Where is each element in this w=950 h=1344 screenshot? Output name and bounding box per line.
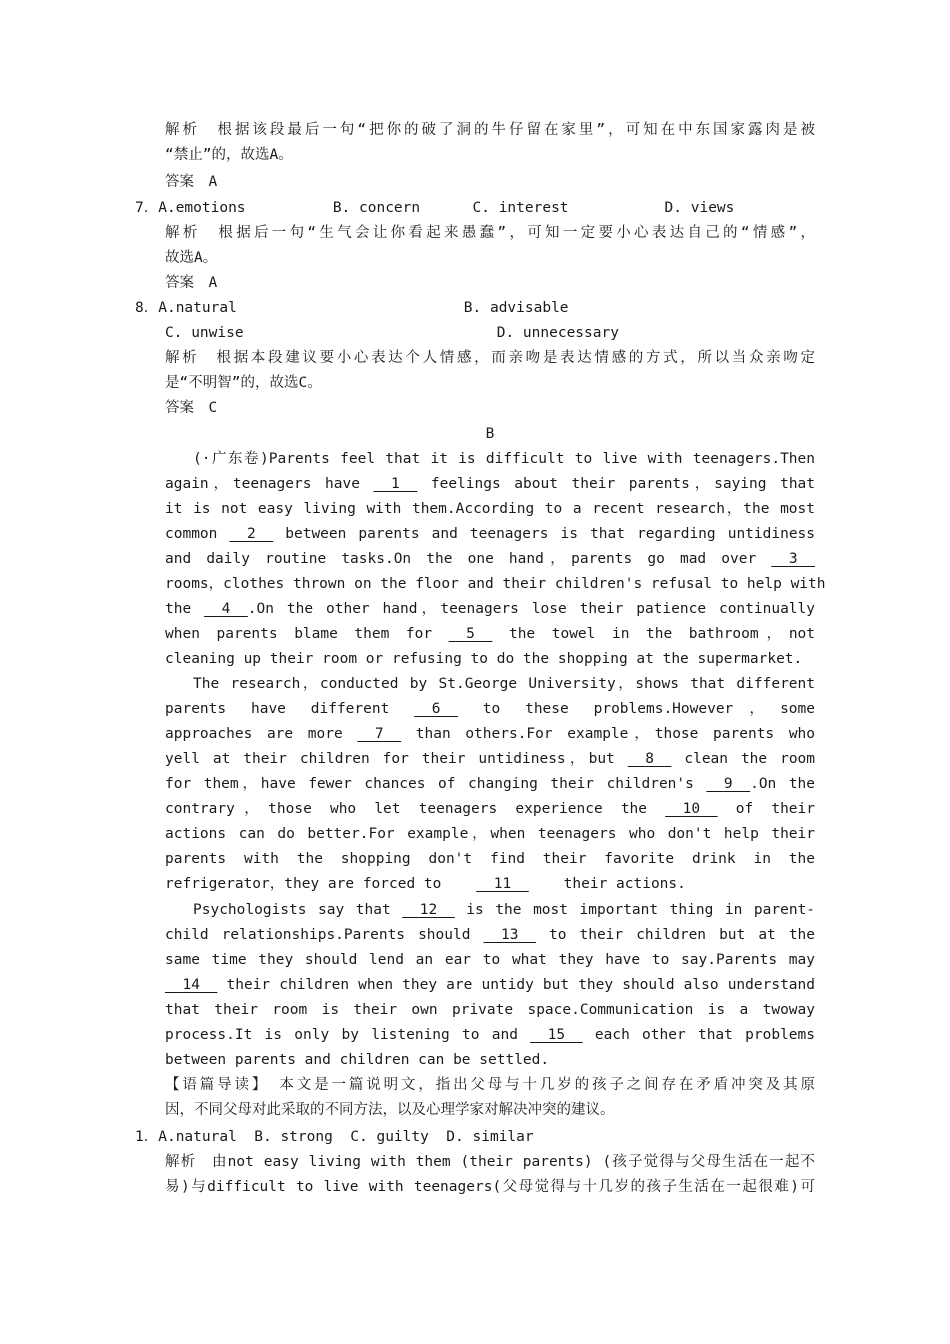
passage-line <box>165 872 815 897</box>
passage-line <box>165 597 815 622</box>
question-7-options: 7．A.emotions B. concern C. interest D. views <box>135 200 735 216</box>
text-fragment: 14 <box>182 977 200 993</box>
text-fragment: common <box>165 526 218 542</box>
text-fragment: process.It is only by listening to and <box>165 1027 518 1043</box>
text-fragment: 11 <box>493 876 512 892</box>
passage-line: (·广东卷)Parents feel that it is difficult to live with teenagers.Then <box>193 451 815 467</box>
answer-line: 答案 A <box>165 174 218 190</box>
passage-line: The research，conducted by St.George University，shows that different <box>193 676 815 692</box>
text-fragment: to their children but at the <box>548 927 816 943</box>
text-fragment: their actions. <box>563 876 686 892</box>
analysis-line: 是“不明智”的，故选C。 <box>165 375 322 391</box>
answer-line: 答案 C <box>165 400 218 416</box>
text-fragment: of their <box>735 801 815 817</box>
text-fragment: .On the <box>750 776 816 792</box>
blank-15: __15__ <box>530 1027 583 1043</box>
text-fragment: 8 <box>645 751 654 767</box>
text-fragment: yell at their children for their untidiness，but <box>165 751 615 767</box>
text-fragment: 7 <box>374 726 384 742</box>
text-fragment: their children when they are untidy but they should also understand <box>226 977 815 993</box>
reading-guide: 【语篇导读】 本文是一篇说明文，指出父母与十几岁的孩子之间存在矛盾冲突及其原 <box>165 1077 815 1093</box>
text-fragment: child relationships.Parents should <box>165 927 471 943</box>
passage-line <box>165 697 815 722</box>
text-fragment: 12 <box>419 902 438 918</box>
analysis-line: 解析 根据本段建议要小心表达个人情感，而亲吻是表达情感的方式，所以当众亲吻定 <box>165 350 815 366</box>
text-fragment: 10 <box>682 801 701 817</box>
text-fragment: 5 <box>466 626 475 642</box>
text-fragment: again，teenagers have <box>165 476 360 492</box>
text-fragment: Psychologists say that <box>193 902 391 918</box>
blank-14: __14__ <box>165 977 218 993</box>
text-fragment: each other that problems <box>594 1027 815 1043</box>
text-fragment: 2 <box>246 526 256 542</box>
blank-7: __7__ <box>357 726 402 742</box>
text-fragment: approaches are more <box>165 726 343 742</box>
passage-line <box>165 797 815 822</box>
text-fragment: 15 <box>547 1027 566 1043</box>
analysis-line: 解析 根据该段最后一句“把你的破了洞的牛仔留在家里”，可知在中东国家露肉是被 <box>165 122 815 138</box>
text-fragment: 6 <box>431 701 441 717</box>
passage-line: same time they should lend an ear to what they have to say.Parents may <box>165 952 815 968</box>
text-fragment: the towel in the bathroom，not <box>508 626 816 642</box>
passage-line <box>165 898 815 923</box>
passage-line <box>165 722 815 747</box>
text-fragment: 3 <box>788 551 798 567</box>
text-fragment: the <box>165 601 192 617</box>
blank-13: __13__ <box>483 927 536 943</box>
passage-line: cleaning up their room or refusing to do the shopping at the supermarket. <box>165 651 803 667</box>
text-fragment: when parents blame them for <box>165 626 433 642</box>
text-fragment: clean the room <box>684 751 816 767</box>
text-fragment: for them，have fewer chances of changing their children's <box>165 776 694 792</box>
section-heading: B <box>485 426 495 442</box>
blank-2: __2__ <box>229 526 274 542</box>
question-1-options: 1．A.natural B. strong C. guilty D. similar <box>135 1129 534 1145</box>
passage-line: it is not easy living with them.According to a recent research，the most <box>165 501 815 517</box>
text-fragment: parents have different <box>165 701 390 717</box>
text-fragment: is the most important thing in parent- <box>466 902 816 918</box>
blank-10: __10__ <box>665 801 718 817</box>
text-fragment: contrary，those who let teenagers experience the <box>165 801 648 817</box>
passage-line: between parents and children can be settled. <box>165 1052 550 1068</box>
blank-9: __9__ <box>706 776 751 792</box>
text-fragment: 1 <box>391 476 400 492</box>
passage-line <box>165 747 815 772</box>
passage-line: that their room is their own private space.Communication is a twoway <box>165 1002 815 1018</box>
text-fragment: between parents and teenagers is that regarding untidiness <box>285 526 816 542</box>
question-8-options: 8．A.natural B. advisable <box>135 300 569 316</box>
passage-line <box>165 547 815 572</box>
passage-line: parents with the shopping don't find their favorite drink in the <box>165 851 815 867</box>
blank-5: __5__ <box>448 626 493 642</box>
passage-line <box>165 923 815 948</box>
passage-line <box>165 522 815 547</box>
question-8-options: C. unwise D. unnecessary <box>165 325 619 341</box>
text-fragment: and daily routine tasks.On the one hand，parents go mad over <box>165 551 757 567</box>
analysis-line: 解析 由not easy living with them (their parents) (孩子觉得与父母生活在一起不 <box>165 1154 815 1170</box>
passage-line <box>165 1023 815 1048</box>
blank-3: __3__ <box>771 551 816 567</box>
passage-line <box>165 622 815 647</box>
text-fragment: .On the other hand，teenagers lose their patience continually <box>247 601 815 617</box>
blank-11: __11__ <box>476 876 529 892</box>
text-fragment: refrigerator，they are forced to <box>165 876 442 892</box>
blank-6: __6__ <box>414 701 458 717</box>
answer-line: 答案 A <box>165 275 218 291</box>
text-fragment: 13 <box>500 927 519 943</box>
blank-8: __8__ <box>627 751 672 767</box>
blank-4: __4__ <box>204 601 248 617</box>
analysis-line: 解析 根据后一句“生气会让你看起来愚蠢”，可知一定要小心表达自己的“情感”， <box>165 225 815 241</box>
text-fragment: feelings about their parents，saying that <box>430 476 816 492</box>
analysis-line: “禁止”的，故选A。 <box>165 147 293 163</box>
analysis-line: 易)与difficult to live with teenagers(父母觉得与十几岁的孩子生活在一起很难)可 <box>165 1179 815 1195</box>
passage-line <box>165 472 815 497</box>
passage-line <box>165 973 815 998</box>
blank-12: __12__ <box>402 902 455 918</box>
text-fragment: 4 <box>221 601 231 617</box>
text-fragment: than others.For example，those parents who <box>415 726 816 742</box>
passage-line: actions can do better.For example，when teenagers who don't help their <box>165 826 815 842</box>
passage-line <box>165 772 815 797</box>
text-fragment: 9 <box>723 776 733 792</box>
blank-1: __1__ <box>373 476 418 492</box>
analysis-line: 故选A。 <box>165 250 218 266</box>
text-fragment: to these problems.However，some <box>482 701 815 717</box>
passage-line: rooms，clothes thrown on the floor and their children's refusal to help with <box>165 576 826 592</box>
reading-guide: 因，不同父母对此采取的不同方法，以及心理学家对解决冲突的建议。 <box>165 1102 615 1118</box>
